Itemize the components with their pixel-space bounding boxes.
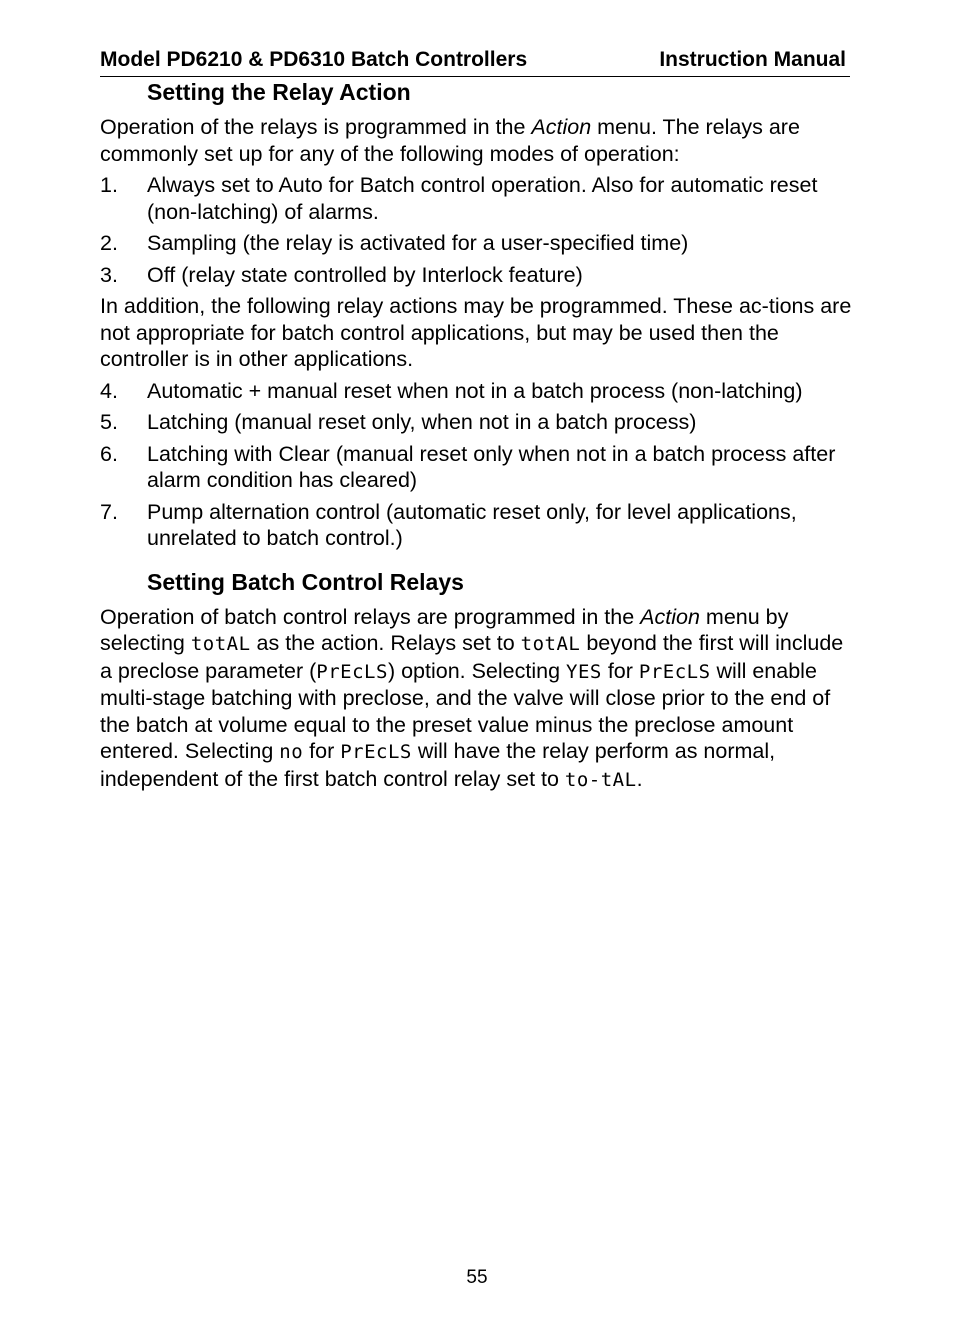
text-run: menu by selecting — [100, 604, 789, 655]
section-heading-batch-control-relays: Setting Batch Control Relays — [147, 568, 464, 595]
relay-action-intro — [100, 114, 860, 167]
list-item — [100, 262, 860, 289]
text-run: ) option. Selecting — [387, 658, 567, 683]
list-item — [100, 172, 860, 225]
list-item-number: 4. — [100, 378, 118, 403]
header-model-title: Model PD6210 & PD6310 Batch Controllers — [100, 48, 528, 71]
page-number: 55 — [466, 1267, 488, 1288]
text-run: beyond the first will include a preclose parameter ( — [100, 631, 844, 683]
text-run: . — [636, 766, 643, 791]
list-item-text: Off (relay state controlled by Interlock feature) — [147, 262, 583, 287]
additional-actions-paragraph: In addition, the following relay actions may be programmed. These ac-tions are not appropriate for batch control applications, but may be used then the controller is in other applications. — [100, 294, 852, 371]
relay-modes-list — [100, 172, 860, 288]
header-manual-title: Instruction Manual — [659, 48, 846, 71]
list-item-number: 7. — [100, 499, 118, 524]
list-item-number: 5. — [100, 410, 118, 434]
action-menu-term: Action — [640, 604, 700, 629]
page-header — [100, 44, 850, 77]
additional-relay-actions-list — [100, 378, 860, 552]
intro-action-menu: Action — [531, 115, 592, 139]
list-item-text: Latching (manual reset only, when not in a batch process) — [147, 410, 697, 434]
text-run: will enable multi-stage batching with preclose, and the valve will close prior to the end of the batch at volume equal to the preset value minus the preclose amount entered. Selecting — [100, 658, 831, 763]
list-item — [100, 499, 860, 552]
lcd-precls-code: PrEcLS — [340, 741, 412, 763]
lcd-yes-code: YES — [566, 660, 602, 683]
list-item-number: 3. — [100, 262, 118, 287]
list-item-number: 6. — [100, 441, 118, 466]
list-item-text: Automatic + manual reset when not in a batch process (non-latching) — [147, 378, 803, 403]
list-item-text: Always set to Auto for Batch control operation. Also for automatic reset (non-latching) of alarms. — [147, 173, 818, 224]
text-run: will have the relay perform as normal, independent of the first batch control relay set to — [100, 739, 776, 791]
text-run: Operation of batch control relays are programmed in the — [100, 604, 641, 629]
lcd-total-code: totAL — [190, 633, 251, 655]
intro-text-b: menu. The relays are commonly set up for any of the following modes of operation: — [100, 115, 800, 166]
list-item — [100, 441, 860, 494]
list-item-text: Sampling (the relay is activated for a user-specified time) — [147, 231, 689, 255]
list-item-number: 1. — [100, 173, 118, 197]
lcd-precls-code: PrEcLS — [316, 660, 388, 683]
lcd-no-code: no — [279, 741, 304, 763]
intro-text-a: Operation of the relays is programmed in the — [100, 115, 532, 139]
list-item — [100, 378, 860, 405]
list-item — [100, 230, 860, 257]
text-run: for — [601, 658, 639, 683]
list-item-text: Pump alternation control (automatic reset only, for level applications, unrelated to batch control.) — [147, 499, 797, 550]
lcd-total-code: totAL — [520, 633, 581, 655]
list-item-number: 2. — [100, 231, 118, 255]
text-run: as the action. Relays set to — [250, 631, 521, 655]
lcd-precls-code: PrEcLS — [638, 660, 711, 683]
batch-control-relays-paragraph — [100, 604, 860, 794]
section-heading-relay-action: Setting the Relay Action — [147, 79, 411, 105]
lcd-total-code: to-tAL — [564, 768, 637, 791]
page-content — [100, 76, 860, 793]
list-item-text: Latching with Clear (manual reset only when not in a batch process after alarm condition has cleared) — [147, 441, 836, 492]
text-run: for — [303, 739, 341, 763]
list-item — [100, 409, 860, 436]
